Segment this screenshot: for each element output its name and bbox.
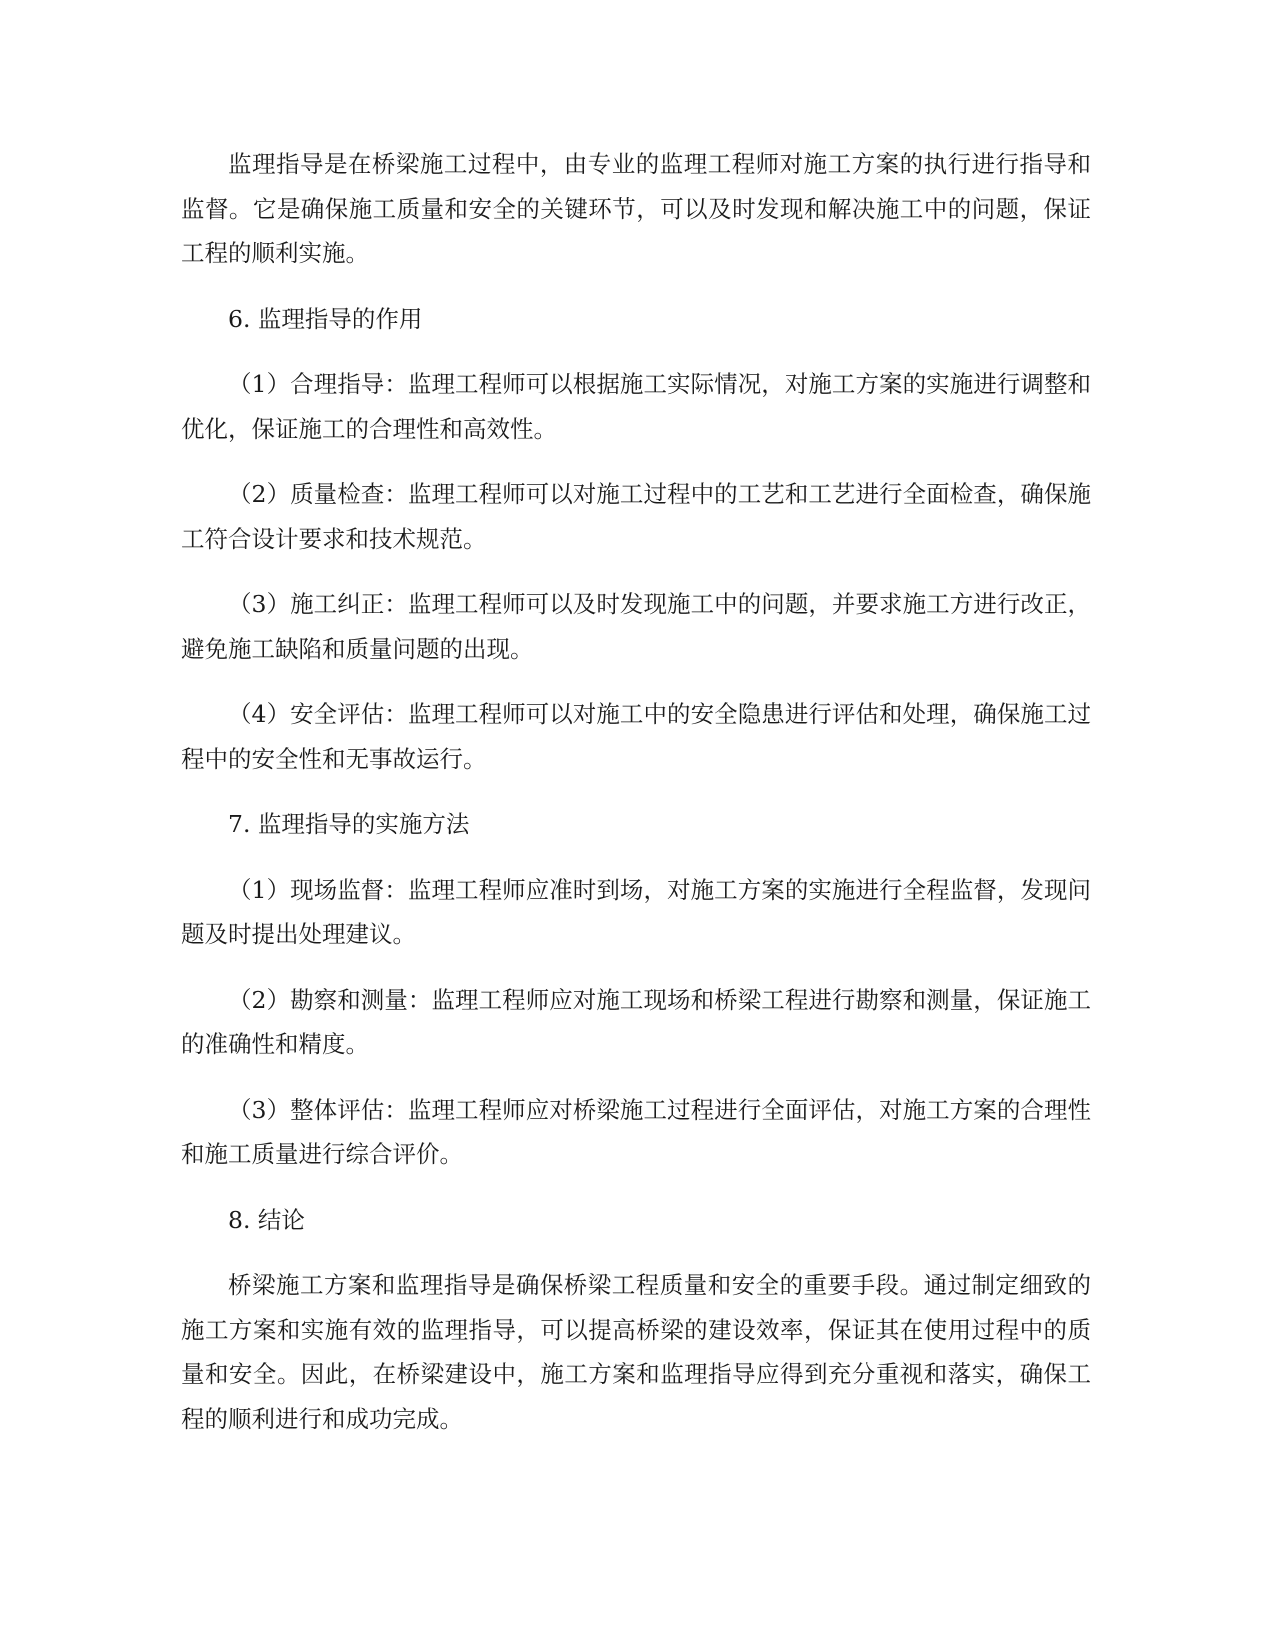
- section-6-item-3: （3）施工纠正：监理工程师可以及时发现施工中的问题，并要求施工方进行改正，避免施工缺陷和质量问题的出现。: [181, 590, 1091, 663]
- section-8-heading: 8. 结论: [228, 1205, 305, 1234]
- section-7-heading: 7. 监理指导的实施方法: [228, 810, 470, 838]
- section-7-item-2: （2）勘察和测量：监理工程师应对施工现场和桥梁工程进行勘察和测量，保证施工的准确性和精度。: [181, 985, 1091, 1058]
- section-6-item-2: （2）质量检查：监理工程师可以对施工过程中的工艺和工艺进行全面检查，确保施工符合设计要求和技术规范。: [181, 480, 1091, 553]
- section-7-item-3: （3）整体评估：监理工程师应对桥梁施工过程进行全面评估，对施工方案的合理性和施工质量进行综合评价。: [181, 1095, 1091, 1168]
- section-7-item-1: （1）现场监督：监理工程师应准时到场，对施工方案的实施进行全程监督，发现问题及时提出处理建议。: [181, 875, 1091, 948]
- section-6-item-4: （4）安全评估：监理工程师可以对施工中的安全隐患进行评估和处理，确保施工过程中的安全性和无事故运行。: [181, 700, 1091, 773]
- section-6-item-1: （1）合理指导：监理工程师可以根据施工实际情况，对施工方案的实施进行调整和优化，保证施工的合理性和高效性。: [181, 370, 1091, 443]
- document-page: [181, 142, 1091, 1462]
- section-6-heading: 6. 监理指导的作用: [228, 304, 423, 333]
- conclusion-paragraph: 桥梁施工方案和监理指导是确保桥梁工程质量和安全的重要手段。通过制定细致的施工方案和实施有效的监理指导，可以提高桥梁的建设效率，保证其在使用过程中的质量和安全。因此，在桥梁建设中，施工方案和监理指导应得到充分重视和落实，确保工程的顺利进行和成功完成。: [181, 1271, 1091, 1433]
- intro-paragraph: 监理指导是在桥梁施工过程中，由专业的监理工程师对施工方案的执行进行指导和监督。它是确保施工质量和安全的关键环节，可以及时发现和解决施工中的问题，保证工程的顺利实施。: [181, 150, 1091, 267]
